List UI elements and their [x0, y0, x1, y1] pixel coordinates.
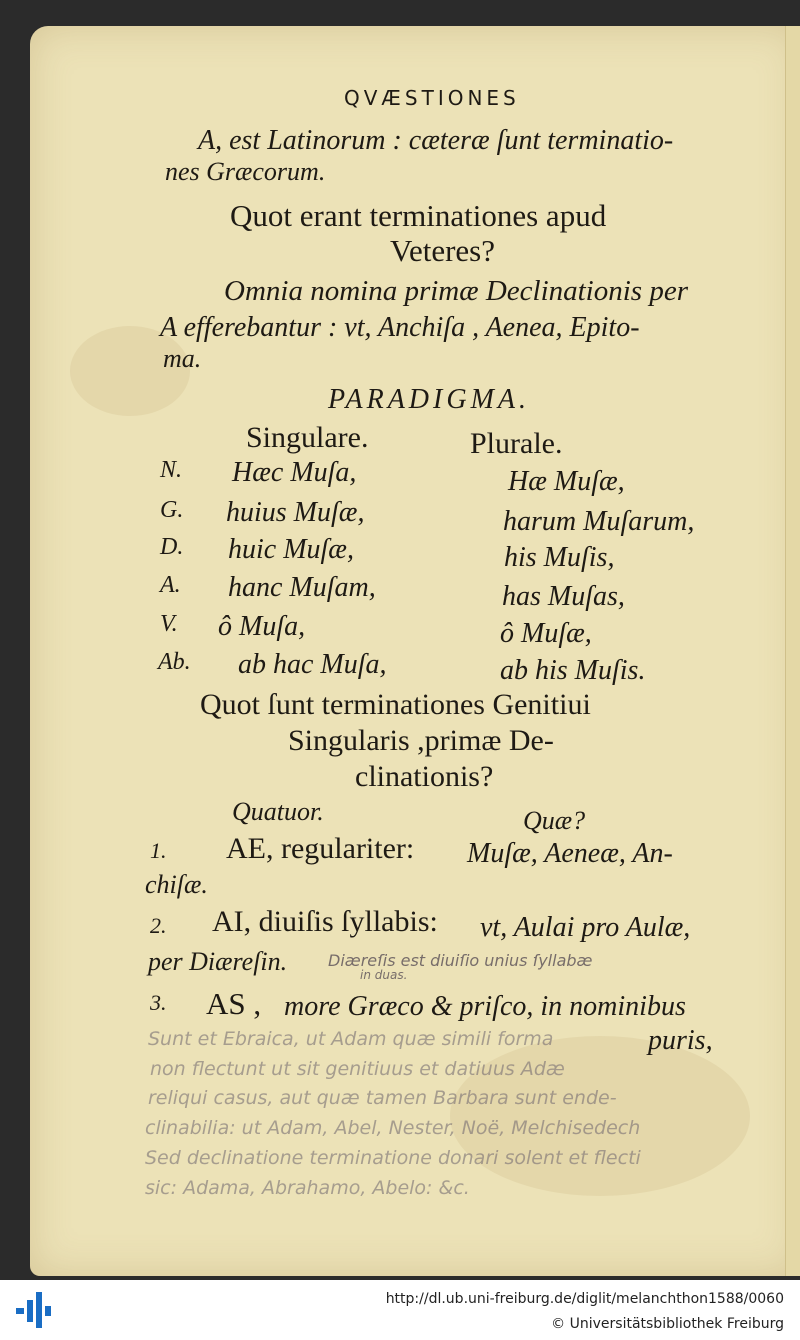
item-2-number: 2.	[150, 913, 167, 938]
item-2-continuation: per Diæreſin.	[148, 947, 288, 976]
handwritten-gloss: Diæreſis est diuiſio unius ſyllabæ	[328, 951, 593, 970]
case-label: G.	[160, 497, 184, 523]
quae-question: Quæ?	[523, 806, 586, 835]
copyright-notice: © Universitätsbibliothek Freiburg	[551, 1316, 784, 1332]
answer-1-line-2: A efferebantur : vt, Anchiſa , Aenea, Epito-	[160, 312, 640, 343]
plural-form: Hæ Muſæ,	[508, 466, 625, 497]
handwritten-note-line: non flectunt ut sit genitiuus et datiuus Adæ	[150, 1058, 565, 1080]
singular-form: Hæc Muſa,	[232, 457, 357, 488]
case-label: V.	[160, 611, 178, 637]
plural-form: his Muſis,	[504, 542, 615, 573]
column-header-singular: Singulare.	[246, 421, 369, 454]
item-3-examples: more Græco & priſco, in nominibus	[284, 991, 686, 1022]
viewer-footer	[0, 1280, 800, 1340]
item-1-examples: Muſæ, Aeneæ, An-	[467, 838, 673, 869]
plural-form: has Muſas,	[502, 581, 625, 612]
handwritten-note-line: clinabilia: ut Adam, Abel, Nester, Noë, Melchisedech	[145, 1117, 641, 1139]
handwritten-note-line: Sunt et Ebraica, ut Adam quæ simili forma	[148, 1028, 554, 1050]
plural-form: ô Muſæ,	[500, 618, 592, 649]
library-logo-icon[interactable]	[16, 1292, 52, 1328]
item-3-continuation: puris,	[648, 1025, 713, 1056]
document-url-link[interactable]: http://dl.ub.uni-freiburg.de/diglit/melanchthon1588/0060	[385, 1291, 784, 1307]
case-label: A.	[160, 572, 181, 598]
case-label: Ab.	[158, 649, 191, 675]
running-header: QVÆSTIONES	[344, 86, 520, 110]
paradigma-title: PARADIGMA.	[328, 384, 530, 415]
singular-form: ô Muſa,	[218, 611, 306, 642]
handwritten-note-line: Sed declinatione terminatione donari solent et flecti	[145, 1147, 641, 1169]
singular-form: hanc Muſam,	[228, 572, 376, 603]
intro-line-2: nes Græcorum.	[165, 157, 326, 186]
item-2-lead: AI, diuiſis ſyllabis:	[212, 905, 438, 938]
question-2-line-2: Singularis ,primæ De-	[288, 724, 554, 757]
quatuor-answer: Quatuor.	[232, 797, 324, 826]
item-2-examples: vt, Aulai pro Aulæ,	[480, 912, 691, 943]
singular-form: huius Muſæ,	[226, 497, 365, 528]
column-header-plural: Plurale.	[470, 427, 563, 460]
question-2-line-1: Quot ſunt terminationes Genitiui	[200, 688, 591, 721]
question-1-line-2: Veteres?	[390, 233, 495, 268]
answer-1-line-3: ma.	[163, 344, 202, 373]
question-2-line-3: clinationis?	[355, 760, 494, 793]
plural-form: ab his Muſis.	[500, 655, 646, 686]
case-label: N.	[160, 457, 183, 483]
question-1-line-1: Quot erant terminationes apud	[230, 198, 607, 233]
answer-1-line-1: Omnia nomina primæ Declinationis per	[224, 275, 688, 307]
case-label: D.	[160, 534, 184, 560]
handwritten-gloss: in duas.	[360, 968, 408, 982]
intro-line-1: A, est Latinorum : cæteræ ſunt terminatio-	[198, 125, 674, 156]
item-1-number: 1.	[150, 838, 167, 863]
singular-form: huic Muſæ,	[228, 534, 354, 565]
page-edge	[785, 26, 800, 1276]
item-3-number: 3.	[150, 990, 167, 1015]
item-1-continuation: chiſæ.	[145, 870, 208, 899]
plural-form: harum Muſarum,	[503, 506, 695, 537]
item-3-lead: AS ,	[206, 986, 262, 1021]
singular-form: ab hac Muſa,	[238, 649, 387, 680]
handwritten-note-line: sic: Adama, Abrahamo, Abelo: &c.	[145, 1177, 470, 1199]
handwritten-note-line: reliqui casus, aut quæ tamen Barbara sunt ende-	[148, 1087, 617, 1109]
item-1-lead: AE, regulariter:	[226, 832, 415, 865]
